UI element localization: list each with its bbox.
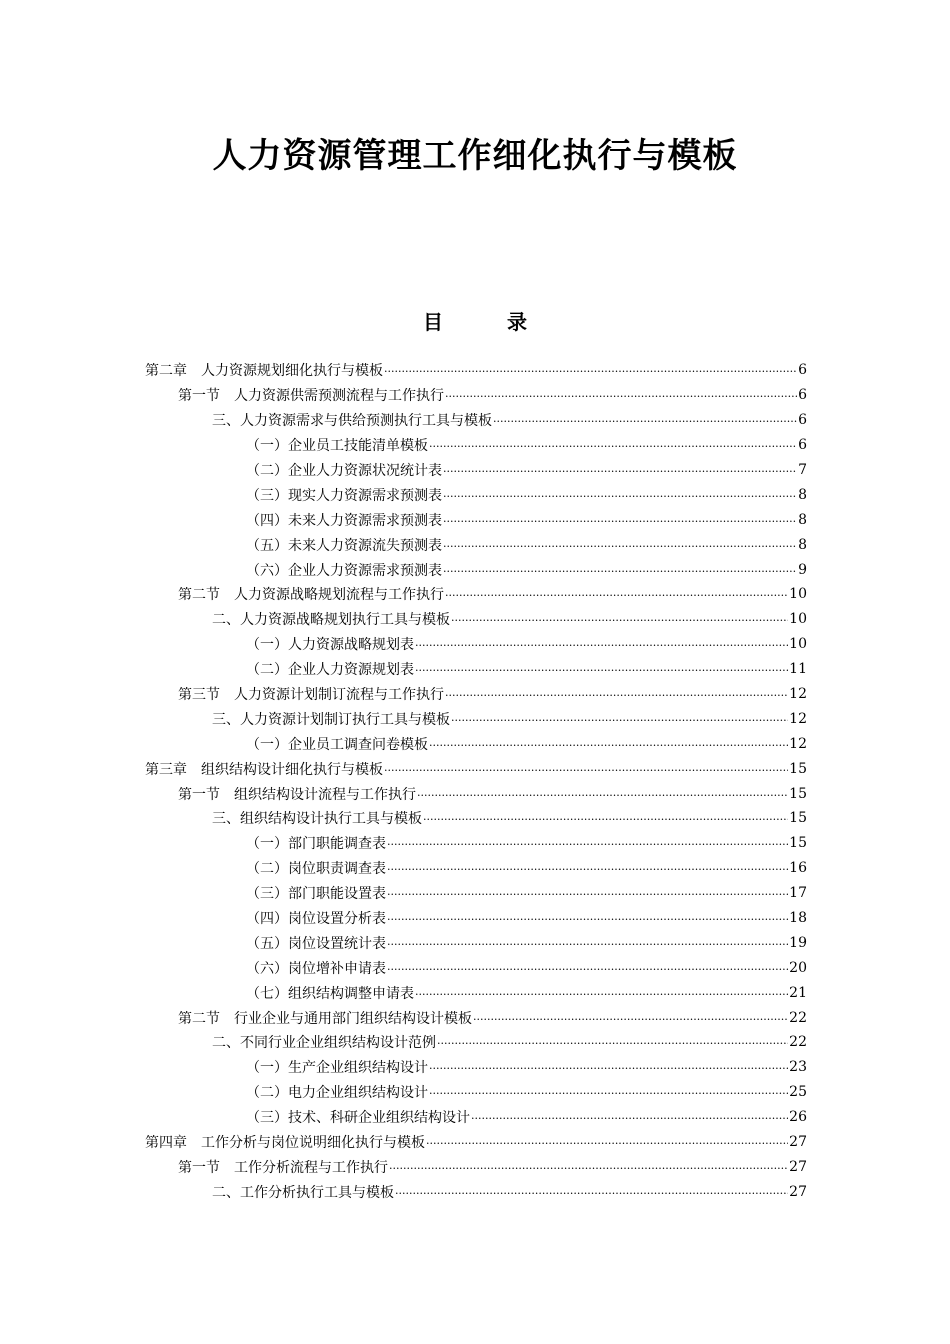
toc-dot-leader: [437, 1036, 788, 1050]
toc-entry[interactable]: [0, 831, 950, 856]
toc-dot-leader: [387, 912, 788, 926]
toc-entry-page-number: 8: [798, 536, 807, 553]
toc-entry-label: 第二节 行业企业与通用部门组织结构设计模板: [178, 1010, 472, 1027]
toc-entry[interactable]: [0, 781, 950, 806]
toc-dot-leader: [387, 837, 788, 851]
toc-entry-label: （一）企业员工调查问卷模板: [246, 736, 428, 753]
toc-entry[interactable]: [0, 433, 950, 458]
toc-entry-label: 第一节 人力资源供需预测流程与工作执行: [178, 388, 444, 405]
toc-dot-leader: [443, 464, 797, 478]
toc-entry-label: 二、人力资源战略规划执行工具与模板: [212, 612, 450, 629]
toc-entry-label: 三、组织结构设计执行工具与模板: [212, 811, 422, 828]
toc-dot-leader: [443, 514, 797, 528]
toc-entry-page-number: 16: [789, 860, 807, 877]
toc-entry[interactable]: [0, 955, 950, 980]
toc-entry[interactable]: [0, 1030, 950, 1055]
toc-entry[interactable]: [0, 458, 950, 483]
toc-entry-page-number: 15: [789, 785, 807, 802]
toc-entry-page-number: 15: [789, 810, 807, 827]
toc-dot-leader: [387, 862, 788, 876]
toc-entry-label: （二）岗位职责调查表: [246, 861, 386, 878]
toc-entry-label: （三）部门职能设置表: [246, 886, 386, 903]
table-of-contents: [0, 358, 950, 1204]
toc-entry-page-number: 6: [798, 362, 807, 379]
toc-dot-leader: [389, 1161, 788, 1175]
toc-entry[interactable]: [0, 806, 950, 831]
toc-entry-label: （三）现实人力资源需求预测表: [246, 487, 442, 504]
toc-dot-leader: [445, 389, 797, 403]
toc-entry-label: （七）组织结构调整申请表: [246, 985, 414, 1002]
toc-entry-page-number: 15: [789, 760, 807, 777]
toc-entry-page-number: 27: [789, 1158, 807, 1175]
toc-entry-label: 第二章 人力资源规划细化执行与模板: [145, 363, 383, 380]
toc-entry[interactable]: [0, 632, 950, 657]
toc-entry[interactable]: [0, 1179, 950, 1204]
toc-entry[interactable]: [0, 1155, 950, 1180]
toc-entry[interactable]: [0, 383, 950, 408]
toc-entry[interactable]: [0, 1055, 950, 1080]
toc-entry-page-number: 27: [789, 1134, 807, 1151]
toc-entry[interactable]: [0, 532, 950, 557]
toc-entry[interactable]: [0, 731, 950, 756]
toc-entry-label: （六）企业人力资源需求预测表: [246, 562, 442, 579]
toc-entry-label: 三、人力资源需求与供给预测执行工具与模板: [212, 413, 492, 430]
toc-entry-label: （五）岗位设置统计表: [246, 935, 386, 952]
toc-entry[interactable]: [0, 507, 950, 532]
toc-entry[interactable]: [0, 930, 950, 955]
toc-entry-page-number: 17: [789, 885, 807, 902]
toc-entry-label: （一）部门职能调查表: [246, 836, 386, 853]
toc-entry[interactable]: [0, 756, 950, 781]
toc-entry-label: （二）企业人力资源规划表: [246, 662, 414, 679]
toc-heading: 目 录: [423, 310, 549, 334]
toc-entry-page-number: 9: [798, 561, 807, 578]
toc-entry-page-number: 6: [798, 387, 807, 404]
toc-entry-page-number: 22: [789, 1009, 807, 1026]
toc-dot-leader: [429, 738, 788, 752]
toc-entry-label: （一）生产企业组织结构设计: [246, 1060, 428, 1077]
toc-entry-label: （四）岗位设置分析表: [246, 911, 386, 928]
toc-entry-label: （二）企业人力资源状况统计表: [246, 463, 442, 479]
toc-entry-page-number: 22: [789, 1034, 807, 1051]
toc-dot-leader: [445, 688, 788, 702]
toc-entry[interactable]: [0, 881, 950, 906]
toc-dot-leader: [443, 539, 797, 553]
toc-entry-label: 第一节 工作分析流程与工作执行: [178, 1159, 388, 1176]
toc-entry[interactable]: [0, 582, 950, 607]
toc-entry-label: 第一节 组织结构设计流程与工作执行: [178, 786, 416, 803]
toc-entry[interactable]: [0, 358, 950, 383]
toc-dot-leader: [473, 1012, 788, 1026]
toc-entry-page-number: 11: [789, 661, 807, 678]
toc-entry-page-number: 6: [798, 412, 807, 429]
toc-dot-leader: [451, 613, 788, 627]
toc-entry[interactable]: [0, 1105, 950, 1130]
toc-entry-page-number: 19: [789, 934, 807, 951]
toc-entry[interactable]: [0, 1080, 950, 1105]
toc-dot-leader: [395, 1186, 788, 1200]
toc-entry[interactable]: [0, 482, 950, 507]
toc-entry-page-number: 10: [789, 636, 807, 653]
toc-entry-page-number: 8: [798, 511, 807, 528]
toc-entry-page-number: 6: [798, 437, 807, 454]
toc-dot-leader: [471, 1111, 788, 1125]
toc-entry[interactable]: [0, 1130, 950, 1155]
toc-entry[interactable]: [0, 1005, 950, 1030]
toc-dot-leader: [387, 887, 788, 901]
toc-entry-label: 第三节 人力资源计划制订流程与工作执行: [178, 687, 444, 704]
toc-entry[interactable]: [0, 906, 950, 931]
toc-dot-leader: [451, 713, 788, 727]
toc-entry[interactable]: [0, 557, 950, 582]
toc-dot-leader: [417, 788, 788, 802]
toc-entry[interactable]: [0, 682, 950, 707]
toc-dot-leader: [387, 962, 788, 976]
toc-entry-label: （三）技术、科研企业组织结构设计: [246, 1110, 470, 1127]
toc-entry-label: 第三章 组织结构设计细化执行与模板: [145, 761, 383, 778]
toc-entry[interactable]: [0, 607, 950, 632]
toc-entry-page-number: 27: [789, 1183, 807, 1200]
toc-entry-page-number: 21: [789, 984, 807, 1001]
toc-entry-page-number: 20: [789, 959, 807, 976]
toc-entry-page-number: 10: [789, 586, 807, 603]
toc-dot-leader: [384, 763, 788, 777]
toc-entry-label: （四）未来人力资源需求预测表: [246, 512, 442, 529]
toc-entry-page-number: 8: [798, 486, 807, 503]
toc-entry-page-number: 26: [789, 1109, 807, 1126]
toc-dot-leader: [429, 1061, 788, 1075]
toc-entry-page-number: 10: [789, 611, 807, 628]
toc-dot-leader: [415, 663, 788, 677]
toc-dot-leader: [387, 937, 788, 951]
toc-entry[interactable]: [0, 706, 950, 731]
toc-entry-label: 三、人力资源计划制订执行工具与模板: [212, 711, 450, 728]
toc-dot-leader: [443, 564, 797, 578]
toc-dot-leader: [493, 414, 797, 428]
toc-dot-leader: [443, 489, 797, 503]
toc-dot-leader: [426, 1136, 788, 1150]
toc-dot-leader: [429, 439, 797, 453]
toc-entry[interactable]: [0, 856, 950, 881]
document-title: 人力资源管理工作细化执行与模板: [212, 136, 738, 176]
toc-entry-page-number: 18: [789, 910, 807, 927]
toc-dot-leader: [384, 364, 797, 378]
toc-dot-leader: [423, 812, 788, 826]
toc-entry[interactable]: [0, 980, 950, 1005]
toc-dot-leader: [415, 987, 788, 1001]
toc-entry-label: （一）人力资源战略规划表: [246, 637, 414, 654]
toc-entry-page-number: 12: [789, 710, 807, 727]
toc-dot-leader: [445, 588, 788, 602]
toc-entry-label: （一）企业员工技能清单模板: [246, 438, 428, 455]
toc-entry-label: 二、不同行业企业组织结构设计范例: [212, 1035, 436, 1052]
toc-entry[interactable]: [0, 657, 950, 682]
toc-entry-label: （六）岗位增补申请表: [246, 960, 386, 977]
toc-entry-page-number: 12: [789, 735, 807, 752]
toc-entry-page-number: 25: [789, 1084, 807, 1101]
toc-dot-leader: [429, 1086, 788, 1100]
toc-entry-label: （二）电力企业组织结构设计: [246, 1085, 428, 1102]
toc-entry-label: 第二节 人力资源战略规划流程与工作执行: [178, 587, 444, 604]
toc-entry-page-number: 23: [789, 1059, 807, 1076]
toc-entry-page-number: 7: [798, 462, 807, 478]
toc-dot-leader: [415, 638, 788, 652]
toc-entry[interactable]: [0, 408, 950, 433]
toc-entry-label: （五）未来人力资源流失预测表: [246, 537, 442, 554]
toc-entry-label: 第四章 工作分析与岗位说明细化执行与模板: [145, 1135, 425, 1152]
toc-entry-page-number: 12: [789, 686, 807, 703]
toc-entry-label: 二、工作分析执行工具与模板: [212, 1184, 394, 1201]
toc-entry-page-number: 15: [789, 835, 807, 852]
